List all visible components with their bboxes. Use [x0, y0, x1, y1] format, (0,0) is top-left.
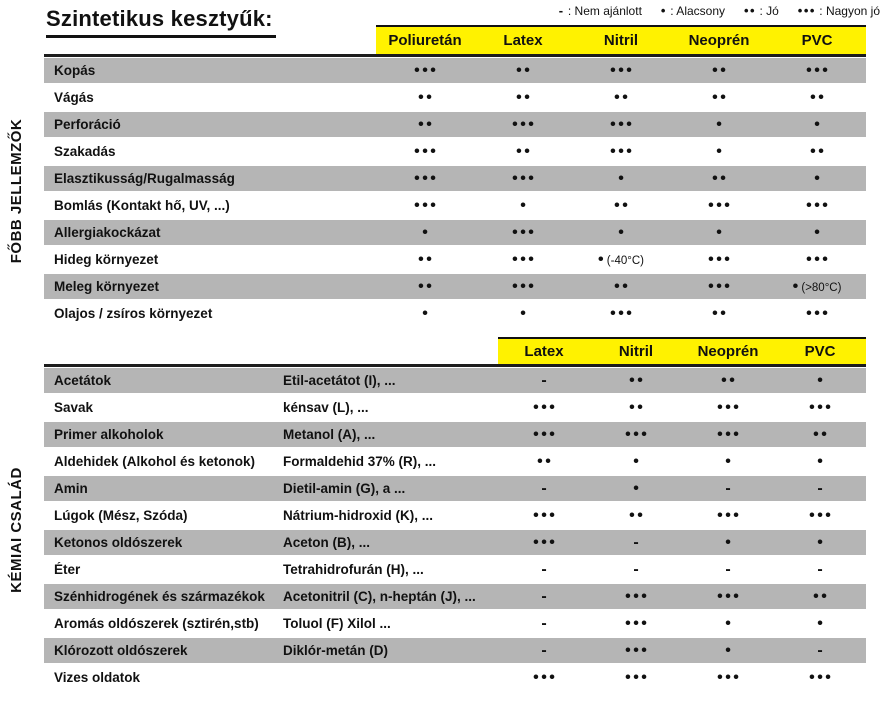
table-row — [44, 368, 866, 393]
rating-cell — [474, 143, 572, 161]
column-header-pvc: PVC — [804, 343, 836, 360]
rating-cell — [572, 197, 670, 215]
row-label: Ketonos oldószerek — [54, 535, 183, 550]
table-row — [44, 112, 866, 137]
row-label: Bomlás (Kontakt hő, UV, ...) — [54, 198, 230, 213]
table-row — [44, 530, 866, 555]
rating-cell — [498, 372, 590, 390]
rating-cell — [590, 642, 682, 660]
column-header-nitril: Nitril — [618, 343, 654, 360]
rating-dots: •• — [537, 452, 554, 470]
column-header-latex: Latex — [503, 32, 543, 49]
rating-dots: ••• — [512, 169, 537, 187]
rating-cell — [498, 480, 590, 498]
rating-dots: •• — [629, 506, 646, 524]
table1-top-border — [44, 54, 866, 57]
table-row — [44, 476, 866, 501]
rating-cell — [670, 224, 768, 242]
rating-cell — [670, 251, 768, 269]
row-example: Acetonitril (C), n-heptán (J), ... — [283, 589, 476, 604]
rating-dots: ••• — [414, 169, 439, 187]
row-label: Vágás — [54, 90, 94, 105]
rating-dots: •• — [418, 88, 435, 106]
rating-cell — [376, 143, 474, 161]
rating-cell — [682, 561, 774, 579]
rating-dots: •• — [516, 61, 533, 79]
legend-symbol: • — [660, 3, 667, 18]
rating-dots: • — [814, 169, 823, 187]
table-row — [44, 557, 866, 582]
rating-cell — [774, 507, 866, 525]
rating-dots: • — [716, 142, 725, 160]
rating-cell — [590, 426, 682, 444]
rating-dots: • — [725, 641, 734, 659]
row-label: Szakadás — [54, 144, 116, 159]
rating-dots: •• — [418, 115, 435, 133]
table-row — [44, 638, 866, 663]
table-row — [44, 665, 866, 690]
rating-cell — [682, 507, 774, 525]
table-row — [44, 166, 866, 191]
rating-cell — [474, 62, 572, 80]
row-label: Kopás — [54, 63, 96, 78]
rating-cell — [474, 89, 572, 107]
rating-cell — [682, 669, 774, 687]
rating-cell — [474, 278, 572, 296]
rating-cell — [682, 480, 774, 498]
rating-cell — [572, 224, 670, 242]
rating-dots: • — [716, 223, 725, 241]
legend-item — [744, 3, 779, 18]
rating-dots: •• — [813, 587, 830, 605]
table-row — [44, 301, 866, 326]
rating-cell — [474, 224, 572, 242]
table-row — [44, 422, 866, 447]
rating-dots: • — [817, 452, 826, 470]
rating-dots: • — [817, 614, 826, 632]
rating-legend — [559, 3, 880, 18]
rating-cell — [774, 480, 866, 498]
rating-dots: •• — [614, 88, 631, 106]
rating-cell — [670, 305, 768, 323]
rating-dots: ••• — [708, 250, 733, 268]
row-label: Elasztikusság/Rugalmasság — [54, 171, 235, 186]
rating-cell — [774, 642, 866, 660]
rating-dots: • — [422, 304, 431, 322]
table1-body — [44, 58, 866, 328]
table-row — [44, 247, 866, 272]
table-row — [44, 220, 866, 245]
row-label: Éter — [54, 562, 81, 577]
rating-cell — [682, 372, 774, 390]
rating-dots: •• — [712, 304, 729, 322]
rating-dots: •• — [516, 142, 533, 160]
rating-cell — [774, 669, 866, 687]
rating-cell — [682, 534, 774, 552]
table2-header-row — [498, 337, 866, 364]
rating-dots: ••• — [625, 587, 650, 605]
column-header-neopr-n: Neoprén — [688, 32, 750, 49]
rating-dots: - — [725, 560, 734, 578]
rating-cell — [774, 372, 866, 390]
rating-cell — [670, 89, 768, 107]
rating-cell — [572, 143, 670, 161]
rating-cell — [376, 224, 474, 242]
rating-dots: ••• — [533, 425, 558, 443]
rating-cell — [774, 588, 866, 606]
row-label: Meleg környezet — [54, 279, 160, 294]
rating-dots: ••• — [625, 614, 650, 632]
rating-dots: ••• — [533, 533, 558, 551]
rating-cell — [376, 116, 474, 134]
rating-cell — [498, 588, 590, 606]
rating-dots: ••• — [414, 61, 439, 79]
rating-cell — [572, 170, 670, 188]
rating-dots: •• — [712, 61, 729, 79]
rating-cell — [376, 251, 474, 269]
row-label: Klórozott oldószerek — [54, 643, 188, 658]
rating-dots: •• — [712, 88, 729, 106]
rating-cell — [670, 143, 768, 161]
rating-cell — [474, 116, 572, 134]
rating-cell — [498, 399, 590, 417]
table2-body — [44, 368, 866, 692]
row-example: Dietil-amin (G), a ... — [283, 481, 406, 496]
column-header-latex: Latex — [524, 343, 564, 360]
legend-item — [661, 3, 725, 18]
rating-cell — [590, 615, 682, 633]
rating-dots: ••• — [414, 142, 439, 160]
rating-dots: ••• — [533, 398, 558, 416]
rating-dots: ••• — [806, 61, 831, 79]
rating-cell — [498, 534, 590, 552]
rating-dots: ••• — [809, 506, 834, 524]
rating-cell — [590, 669, 682, 687]
rating-cell — [590, 453, 682, 471]
rating-dots: ••• — [610, 61, 635, 79]
table-row — [44, 584, 866, 609]
rating-cell — [670, 278, 768, 296]
legend-label: : Alacsony — [666, 4, 725, 18]
table-row — [44, 85, 866, 110]
row-label: Primer alkoholok — [54, 427, 164, 442]
rating-dots: ••• — [533, 668, 558, 686]
rating-dots: ••• — [625, 425, 650, 443]
row-example: Tetrahidrofurán (H), ... — [283, 562, 424, 577]
rating-dots: - — [541, 587, 550, 605]
rating-dots: •• — [418, 277, 435, 295]
row-label: Vizes oldatok — [54, 670, 141, 685]
rating-cell — [474, 305, 572, 323]
rating-cell — [474, 197, 572, 215]
rating-dots: • — [520, 304, 529, 322]
legend-item — [798, 3, 880, 18]
rating-dots: ••• — [610, 142, 635, 160]
rating-dots: - — [541, 641, 550, 659]
row-example: Metanol (A), ... — [283, 427, 376, 442]
rating-dots: • — [598, 250, 607, 268]
legend-symbol: - — [558, 3, 565, 18]
row-label: Szénhidrogének és származékok — [54, 589, 265, 604]
rating-dots: • — [422, 223, 431, 241]
rating-dots: • — [618, 169, 627, 187]
rating-dots: • — [814, 115, 823, 133]
rating-dots: - — [633, 560, 642, 578]
rating-cell — [590, 480, 682, 498]
table-row — [44, 58, 866, 83]
rating-cell — [376, 197, 474, 215]
row-example: Aceton (B), ... — [283, 535, 370, 550]
column-header-poliuret-n: Poliuretán — [388, 32, 462, 49]
table-row — [44, 274, 866, 299]
rating-note: (-40°C) — [603, 254, 644, 267]
rating-cell — [572, 62, 670, 80]
rating-cell — [498, 642, 590, 660]
rating-cell — [774, 534, 866, 552]
row-label: Amin — [54, 481, 88, 496]
rating-dots: - — [633, 533, 642, 551]
rating-dots: ••• — [625, 668, 650, 686]
rating-dots: •• — [629, 371, 646, 389]
rating-dots: - — [541, 614, 550, 632]
rating-dots: - — [541, 560, 550, 578]
rating-cell — [572, 116, 670, 134]
rating-cell — [768, 251, 866, 269]
column-header-neopr-n: Neoprén — [697, 343, 759, 360]
table-row — [44, 139, 866, 164]
rating-dots: ••• — [717, 425, 742, 443]
rating-dots: •• — [614, 277, 631, 295]
rating-note: (>80°C) — [798, 281, 842, 294]
rating-cell — [768, 305, 866, 323]
rating-dots: • — [716, 115, 725, 133]
legend-item — [559, 3, 642, 18]
rating-cell — [590, 399, 682, 417]
rating-cell — [572, 305, 670, 323]
rating-cell — [768, 143, 866, 161]
rating-dots: ••• — [708, 277, 733, 295]
rating-cell — [682, 399, 774, 417]
rating-dots: • — [725, 614, 734, 632]
rating-cell — [498, 426, 590, 444]
rating-dots: ••• — [717, 398, 742, 416]
rating-cell — [682, 588, 774, 606]
legend-label: : Nagyon jó — [815, 4, 880, 18]
rating-cell — [498, 615, 590, 633]
rating-cell — [376, 62, 474, 80]
rating-cell — [768, 278, 866, 296]
row-label: Savak — [54, 400, 94, 415]
legend-symbol: •• — [744, 3, 757, 18]
row-example: Etil-acetátot (I), ... — [283, 373, 396, 388]
rating-dots: • — [817, 533, 826, 551]
rating-cell — [498, 453, 590, 471]
rating-dots: ••• — [708, 196, 733, 214]
row-label: Lúgok (Mész, Szóda) — [54, 508, 188, 523]
row-label: Aldehidek (Alkohol és ketonok) — [54, 454, 256, 469]
rating-dots: • — [633, 452, 642, 470]
rating-cell — [768, 224, 866, 242]
legend-label: : Nem ajánlott — [564, 4, 642, 18]
rating-cell — [590, 372, 682, 390]
rating-cell — [768, 170, 866, 188]
rating-dots: - — [541, 479, 550, 497]
rating-cell — [670, 62, 768, 80]
rating-cell — [768, 116, 866, 134]
rating-dots: - — [541, 371, 550, 389]
rating-cell — [572, 251, 670, 269]
row-label: Acetátok — [54, 373, 112, 388]
rating-dots: • — [725, 533, 734, 551]
rating-cell — [774, 453, 866, 471]
rating-cell — [774, 561, 866, 579]
table-row — [44, 193, 866, 218]
rating-dots: •• — [418, 250, 435, 268]
row-example: Formaldehid 37% (R), ... — [283, 454, 437, 469]
rating-dots: ••• — [512, 277, 537, 295]
rating-cell — [474, 170, 572, 188]
rating-cell — [768, 89, 866, 107]
rating-cell — [670, 170, 768, 188]
rating-cell — [774, 615, 866, 633]
rating-dots: •• — [712, 169, 729, 187]
rating-cell — [498, 507, 590, 525]
rating-dots: ••• — [512, 115, 537, 133]
rating-dots: ••• — [717, 668, 742, 686]
rating-dots: ••• — [512, 250, 537, 268]
column-header-nitril: Nitril — [603, 32, 639, 49]
row-label: Aromás oldószerek (sztirén,stb) — [54, 616, 259, 631]
rating-cell — [376, 278, 474, 296]
rating-cell — [774, 426, 866, 444]
rating-dots: •• — [614, 196, 631, 214]
table-row — [44, 449, 866, 474]
rating-dots: •• — [721, 371, 738, 389]
rating-dots: ••• — [809, 398, 834, 416]
rating-dots: ••• — [610, 304, 635, 322]
rating-dots: • — [618, 223, 627, 241]
rating-dots: ••• — [512, 223, 537, 241]
rating-dots: •• — [810, 88, 827, 106]
rating-dots: - — [817, 560, 826, 578]
row-example: Diklór-metán (D) — [283, 643, 389, 658]
rating-cell — [590, 507, 682, 525]
rating-dots: ••• — [809, 668, 834, 686]
rating-cell — [498, 561, 590, 579]
column-header-pvc: PVC — [801, 32, 833, 49]
rating-dots: • — [814, 223, 823, 241]
rating-cell — [768, 197, 866, 215]
rating-cell — [682, 453, 774, 471]
rating-cell — [376, 89, 474, 107]
row-label: Perforáció — [54, 117, 121, 132]
rating-dots: ••• — [717, 506, 742, 524]
table-row — [44, 611, 866, 636]
table2-top-border — [44, 364, 866, 367]
rating-dots: - — [817, 479, 826, 497]
table-row — [44, 395, 866, 420]
rating-dots: ••• — [610, 115, 635, 133]
rating-cell — [774, 399, 866, 417]
rating-cell — [474, 251, 572, 269]
rating-cell — [590, 588, 682, 606]
row-label: Allergiakockázat — [54, 225, 161, 240]
rating-dots: ••• — [625, 641, 650, 659]
rating-dots: ••• — [414, 196, 439, 214]
legend-label: : Jó — [756, 4, 779, 18]
section-label-main-properties: FŐBB JELLEMZŐK — [8, 118, 25, 264]
row-label: Olajos / zsíros környezet — [54, 306, 213, 321]
rating-dots: • — [792, 277, 801, 295]
row-example: kénsav (L), ... — [283, 400, 369, 415]
rating-dots: •• — [516, 88, 533, 106]
section-label-chemical-family: KÉMIAI CSALÁD — [8, 467, 25, 593]
rating-cell — [670, 197, 768, 215]
rating-cell — [682, 642, 774, 660]
rating-dots: - — [725, 479, 734, 497]
row-example: Toluol (F) Xilol ... — [283, 616, 391, 631]
rating-dots: •• — [629, 398, 646, 416]
table-row — [44, 503, 866, 528]
rating-cell — [590, 534, 682, 552]
rating-dots: • — [817, 371, 826, 389]
rating-dots: ••• — [806, 196, 831, 214]
rating-dots: • — [520, 196, 529, 214]
rating-cell — [682, 426, 774, 444]
rating-cell — [376, 170, 474, 188]
table1-header-row — [376, 25, 866, 54]
rating-dots: • — [633, 479, 642, 497]
rating-dots: • — [725, 452, 734, 470]
rating-dots: •• — [813, 425, 830, 443]
rating-cell — [682, 615, 774, 633]
rating-dots: •• — [810, 142, 827, 160]
rating-cell — [572, 89, 670, 107]
rating-cell — [768, 62, 866, 80]
legend-symbol: ••• — [797, 3, 816, 18]
rating-dots: ••• — [806, 250, 831, 268]
page-title: Szintetikus kesztyűk: — [46, 6, 276, 38]
rating-cell — [498, 669, 590, 687]
row-label: Hideg környezet — [54, 252, 159, 267]
rating-cell — [590, 561, 682, 579]
rating-cell — [572, 278, 670, 296]
rating-cell — [376, 305, 474, 323]
rating-dots: ••• — [533, 506, 558, 524]
rating-dots: ••• — [717, 587, 742, 605]
rating-dots: ••• — [806, 304, 831, 322]
row-example: Nátrium-hidroxid (K), ... — [283, 508, 433, 523]
rating-dots: - — [817, 641, 826, 659]
rating-cell — [670, 116, 768, 134]
